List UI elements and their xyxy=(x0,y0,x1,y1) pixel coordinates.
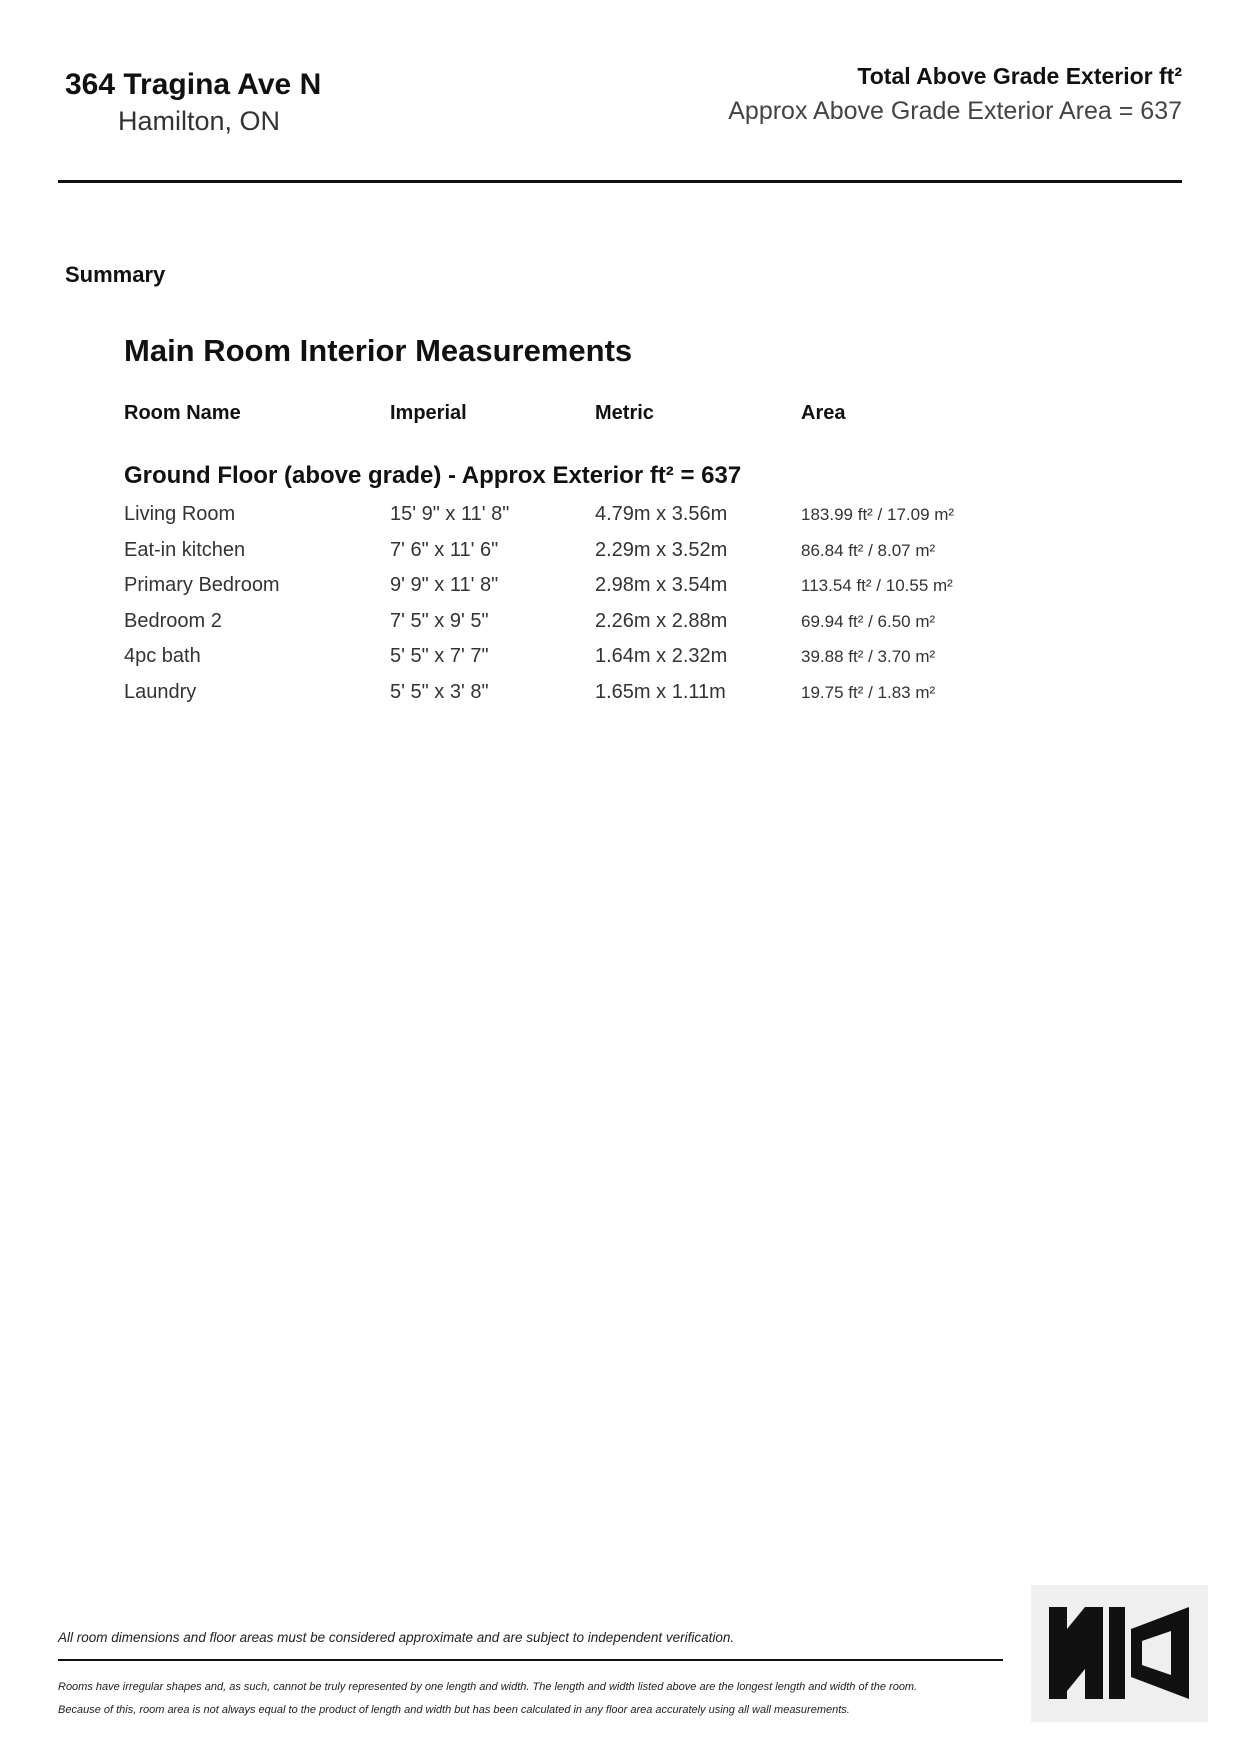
room-metric: 2.26m x 2.88m xyxy=(595,609,728,632)
column-header-metric: Metric xyxy=(595,402,654,424)
room-table xyxy=(124,503,1024,716)
footer-note-line: Rooms have irregular shapes and, as such, cannot be truly represented by one length and width. The length and width listed above are the longest length and width of the room. xyxy=(58,1681,918,1693)
footer-divider xyxy=(58,1659,1003,1661)
room-area: 19.75 ft² / 1.83 m² xyxy=(801,682,936,702)
footer-note xyxy=(58,1676,1018,1722)
room-metric: 2.29m x 3.52m xyxy=(595,538,728,561)
room-area: 183.99 ft² / 17.09 m² xyxy=(801,505,955,524)
room-imperial: 9' 9" x 11' 8" xyxy=(390,574,499,596)
room-imperial: 15' 9" x 11' 8" xyxy=(390,503,510,525)
section-title: Main Room Interior Measurements xyxy=(124,333,633,368)
summary-heading: Summary xyxy=(65,262,166,287)
room-name: Laundry xyxy=(124,680,197,703)
total-area-value: Approx Above Grade Exterior Area = 637 xyxy=(728,97,1182,125)
footer-disclaimer: All room dimensions and floor areas must be considered approximate and are subject to independent verification. xyxy=(58,1630,735,1645)
room-imperial: 7' 6" x 11' 6" xyxy=(390,538,499,561)
total-area-title: Total Above Grade Exterior ft² xyxy=(857,63,1182,89)
brand-logo-icon xyxy=(1049,1607,1189,1699)
header-divider xyxy=(58,180,1182,183)
room-name: Living Room xyxy=(124,503,236,525)
brand-logo xyxy=(1031,1585,1208,1722)
table-row xyxy=(124,610,1024,646)
table-row xyxy=(124,681,1024,717)
column-header-imperial: Imperial xyxy=(390,402,467,424)
room-metric: 4.79m x 3.56m xyxy=(595,503,728,525)
room-area: 113.54 ft² / 10.55 m² xyxy=(801,576,953,595)
address-city: Hamilton, ON xyxy=(118,106,281,136)
column-header-room-name: Room Name xyxy=(124,402,241,424)
room-name: 4pc bath xyxy=(124,645,201,667)
room-metric: 1.65m x 1.11m xyxy=(595,680,726,703)
column-header-area: Area xyxy=(801,402,846,424)
room-name: Primary Bedroom xyxy=(124,574,280,596)
table-row xyxy=(124,503,1024,539)
room-metric: 2.98m x 3.54m xyxy=(595,574,728,596)
room-area: 86.84 ft² / 8.07 m² xyxy=(801,540,936,560)
floor-title: Ground Floor (above grade) - Approx Exterior ft² = 637 xyxy=(124,462,742,489)
table-row xyxy=(124,539,1024,575)
room-imperial: 5' 5" x 3' 8" xyxy=(390,680,489,703)
page-header xyxy=(58,60,1182,150)
room-metric: 1.64m x 2.32m xyxy=(595,645,728,667)
room-name: Eat-in kitchen xyxy=(124,538,246,561)
table-row xyxy=(124,645,1024,681)
address-street: 364 Tragina Ave N xyxy=(65,68,322,101)
room-area: 69.94 ft² / 6.50 m² xyxy=(801,611,936,631)
room-imperial: 7' 5" x 9' 5" xyxy=(390,609,489,632)
table-row xyxy=(124,574,1024,610)
footer-note-line: Because of this, room area is not always equal to the product of length and width but has been calculated in any floor area accurately using all wall measurements. xyxy=(58,1704,850,1716)
room-area: 39.88 ft² / 3.70 m² xyxy=(801,647,936,666)
room-name: Bedroom 2 xyxy=(124,609,222,632)
room-imperial: 5' 5" x 7' 7" xyxy=(390,645,489,667)
